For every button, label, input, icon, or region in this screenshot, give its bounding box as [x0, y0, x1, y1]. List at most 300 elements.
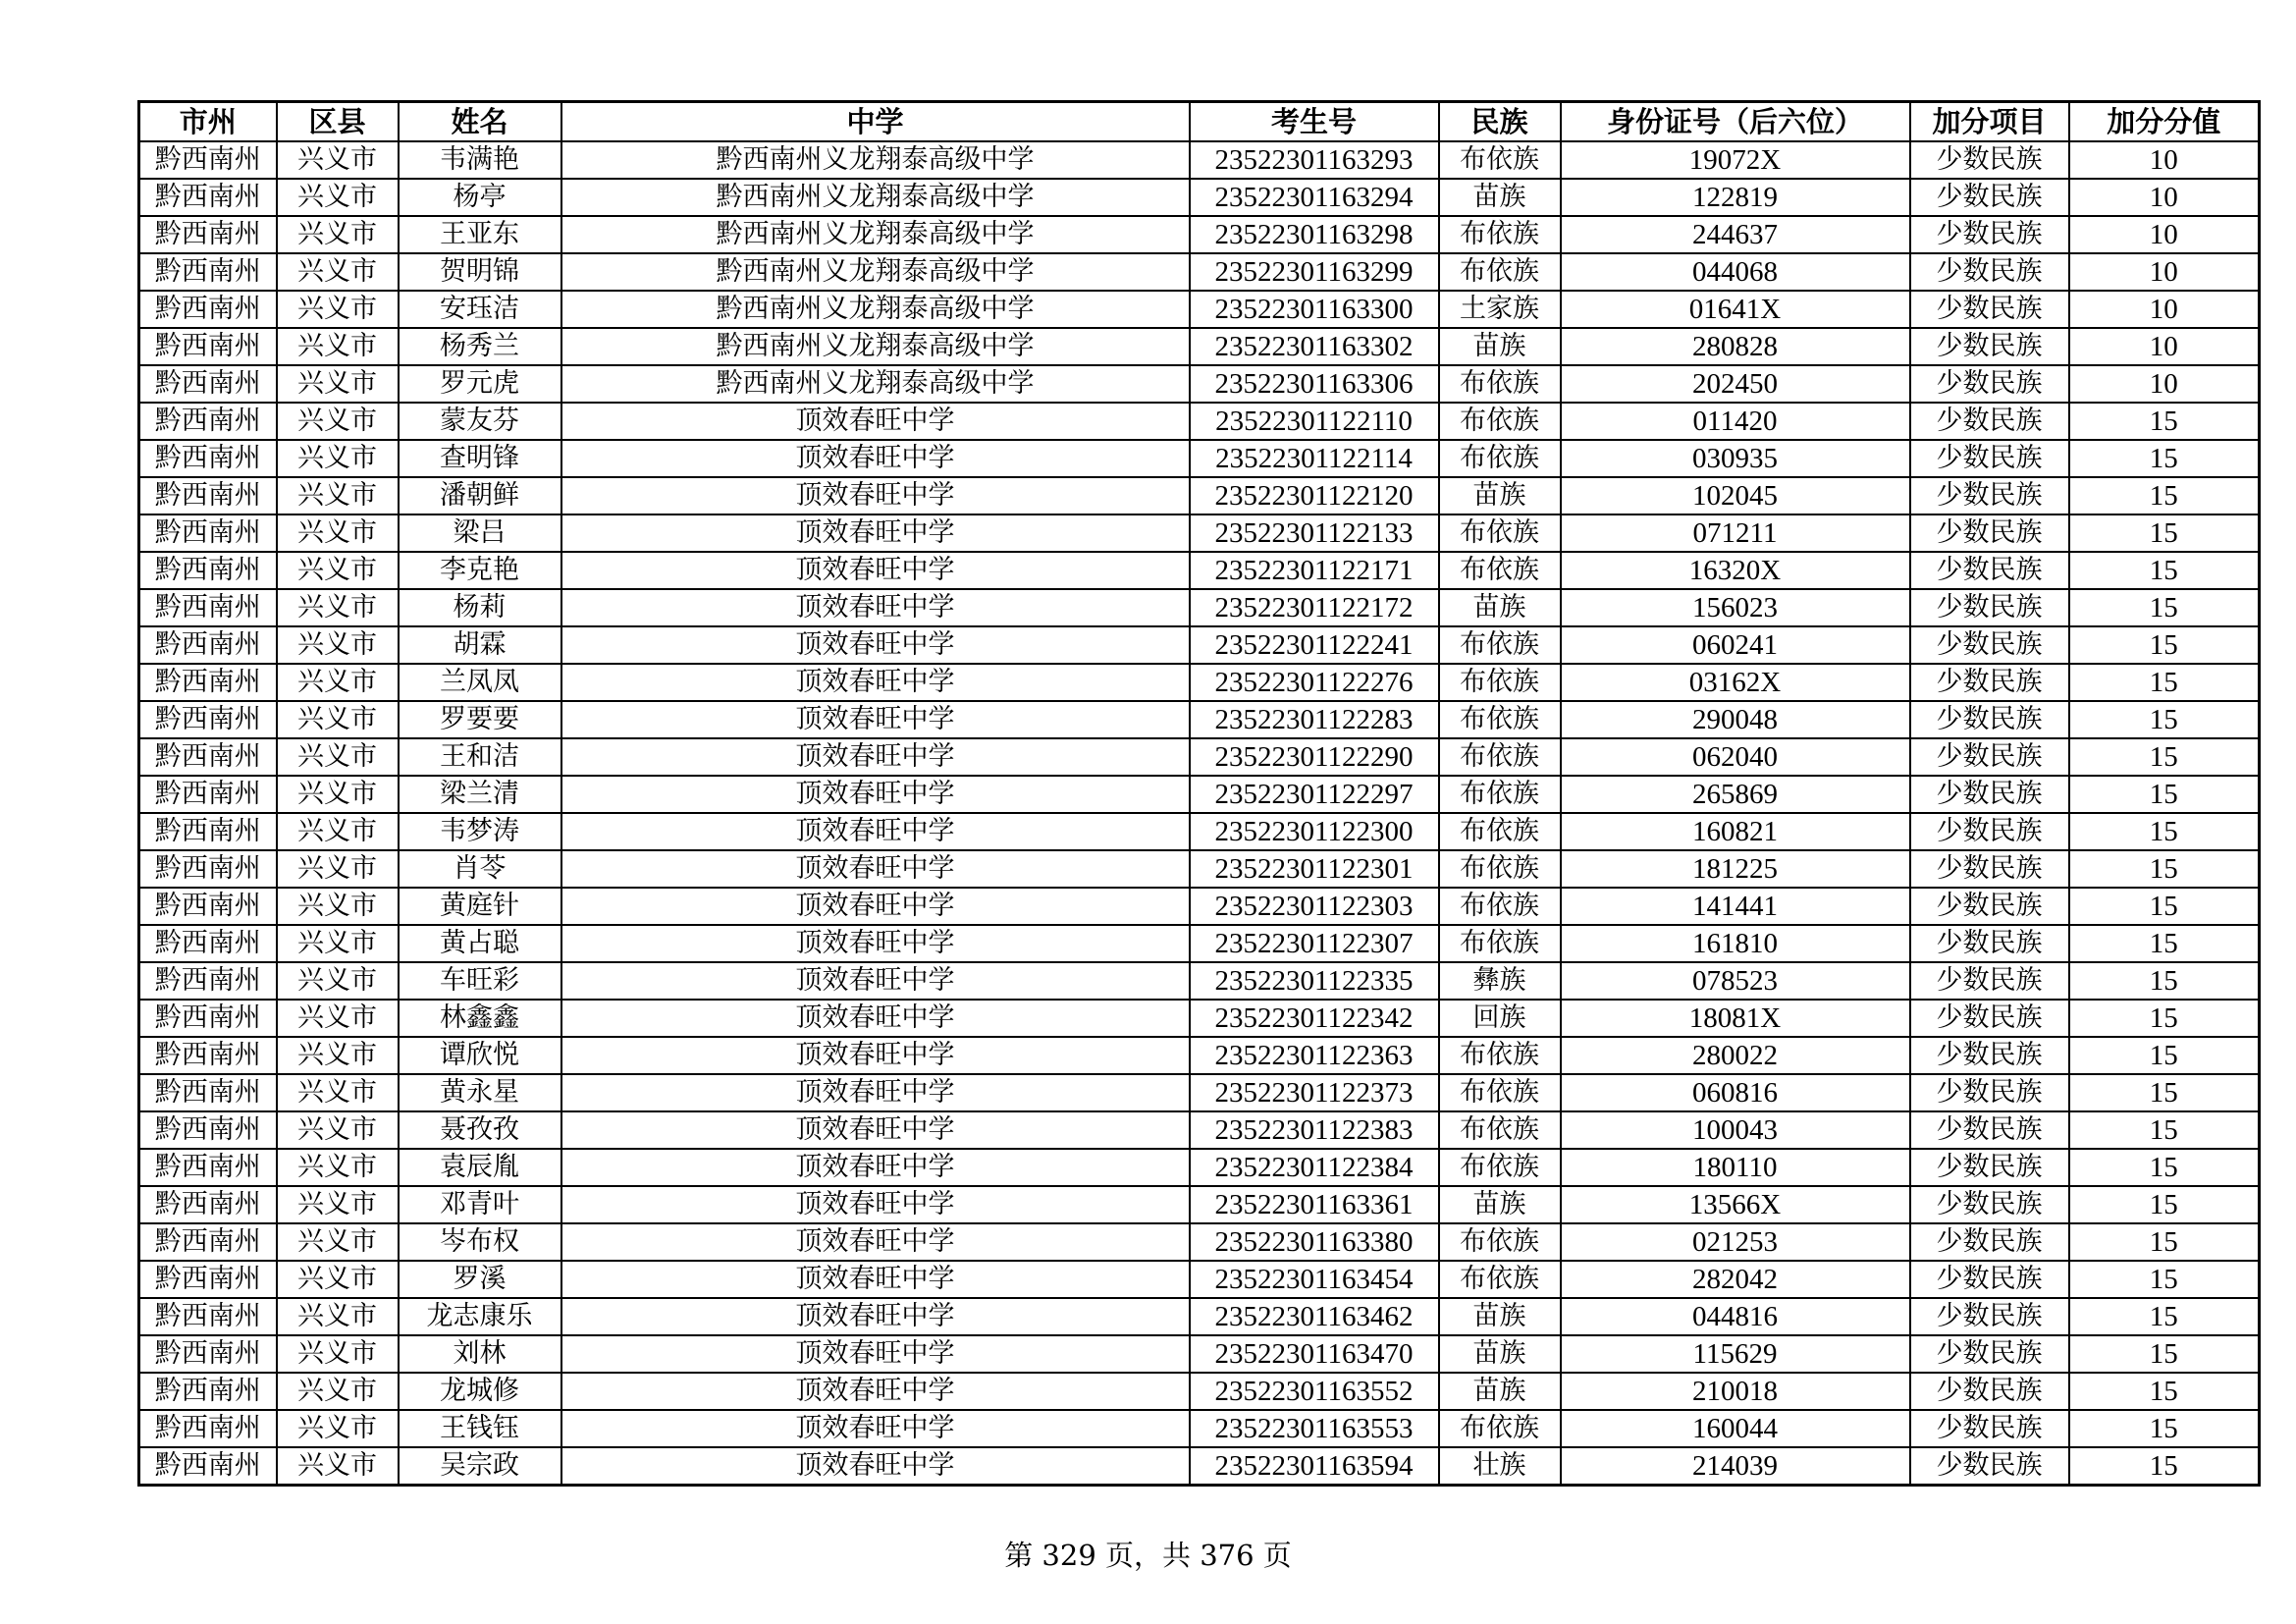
cell-county: 兴义市	[277, 1111, 399, 1149]
cell-county: 兴义市	[277, 664, 399, 701]
cell-bonus-item: 少数民族	[1910, 1000, 2069, 1037]
cell-id-last-six: 160044	[1561, 1410, 1910, 1447]
cell-name: 潘朝鲜	[399, 477, 561, 514]
cell-county: 兴义市	[277, 925, 399, 962]
table-row	[139, 925, 2260, 962]
cell-ethnicity: 布依族	[1439, 738, 1561, 776]
cell-bonus-item: 少数民族	[1910, 701, 2069, 738]
cell-county: 兴义市	[277, 291, 399, 328]
cell-city: 黔西南州	[139, 850, 277, 888]
cell-bonus-points: 10	[2069, 291, 2260, 328]
cell-city: 黔西南州	[139, 589, 277, 626]
cell-id-last-six: 280828	[1561, 328, 1910, 365]
cell-id-last-six: 202450	[1561, 365, 1910, 403]
cell-bonus-points: 15	[2069, 440, 2260, 477]
cell-id-last-six: 290048	[1561, 701, 1910, 738]
cell-county: 兴义市	[277, 1000, 399, 1037]
cell-city: 黔西南州	[139, 1037, 277, 1074]
cell-id-last-six: 156023	[1561, 589, 1910, 626]
cell-ethnicity: 布依族	[1439, 141, 1561, 179]
cell-county: 兴义市	[277, 141, 399, 179]
cell-ethnicity: 布依族	[1439, 850, 1561, 888]
cell-name: 黄庭针	[399, 888, 561, 925]
cell-city: 黔西南州	[139, 477, 277, 514]
cell-ethnicity: 布依族	[1439, 776, 1561, 813]
cell-name: 邓青叶	[399, 1186, 561, 1223]
cell-school: 顶效春旺中学	[561, 701, 1190, 738]
cell-school: 顶效春旺中学	[561, 888, 1190, 925]
cell-city: 黔西南州	[139, 141, 277, 179]
cell-id-last-six: 265869	[1561, 776, 1910, 813]
cell-city: 黔西南州	[139, 253, 277, 291]
cell-ethnicity: 苗族	[1439, 328, 1561, 365]
cell-city: 黔西南州	[139, 552, 277, 589]
cell-county: 兴义市	[277, 589, 399, 626]
cell-bonus-points: 10	[2069, 141, 2260, 179]
cell-county: 兴义市	[277, 253, 399, 291]
cell-county: 兴义市	[277, 738, 399, 776]
cell-bonus-points: 10	[2069, 216, 2260, 253]
cell-city: 黔西南州	[139, 776, 277, 813]
cell-name: 杨亭	[399, 179, 561, 216]
table-row	[139, 477, 2260, 514]
cell-exam-number: 23522301122133	[1190, 514, 1439, 552]
cell-bonus-points: 15	[2069, 701, 2260, 738]
table-row	[139, 1373, 2260, 1410]
cell-school: 顶效春旺中学	[561, 1373, 1190, 1410]
bonus-points-table	[137, 100, 2261, 1487]
cell-id-last-six: 078523	[1561, 962, 1910, 1000]
cell-bonus-points: 15	[2069, 403, 2260, 440]
table-row	[139, 701, 2260, 738]
cell-city: 黔西南州	[139, 291, 277, 328]
cell-city: 黔西南州	[139, 1261, 277, 1298]
cell-ethnicity: 壮族	[1439, 1447, 1561, 1486]
cell-bonus-points: 15	[2069, 1261, 2260, 1298]
cell-exam-number: 23522301122171	[1190, 552, 1439, 589]
cell-school: 顶效春旺中学	[561, 1037, 1190, 1074]
cell-name: 韦梦涛	[399, 813, 561, 850]
cell-ethnicity: 布依族	[1439, 813, 1561, 850]
cell-exam-number: 23522301122300	[1190, 813, 1439, 850]
cell-city: 黔西南州	[139, 664, 277, 701]
table-row	[139, 141, 2260, 179]
cell-ethnicity: 布依族	[1439, 1410, 1561, 1447]
cell-bonus-points: 15	[2069, 925, 2260, 962]
cell-bonus-item: 少数民族	[1910, 626, 2069, 664]
cell-exam-number: 23522301122301	[1190, 850, 1439, 888]
cell-ethnicity: 布依族	[1439, 514, 1561, 552]
cell-ethnicity: 苗族	[1439, 1298, 1561, 1335]
table-row	[139, 1186, 2260, 1223]
cell-id-last-six: 044068	[1561, 253, 1910, 291]
cell-school: 黔西南州义龙翔泰高级中学	[561, 253, 1190, 291]
cell-ethnicity: 布依族	[1439, 888, 1561, 925]
cell-id-last-six: 210018	[1561, 1373, 1910, 1410]
cell-exam-number: 23522301122384	[1190, 1149, 1439, 1186]
cell-county: 兴义市	[277, 813, 399, 850]
table-row	[139, 328, 2260, 365]
cell-id-last-six: 181225	[1561, 850, 1910, 888]
table-row	[139, 888, 2260, 925]
cell-city: 黔西南州	[139, 365, 277, 403]
table-body	[139, 141, 2260, 1486]
cell-id-last-six: 180110	[1561, 1149, 1910, 1186]
cell-id-last-six: 244637	[1561, 216, 1910, 253]
cell-city: 黔西南州	[139, 514, 277, 552]
cell-school: 顶效春旺中学	[561, 1000, 1190, 1037]
cell-exam-number: 23522301122342	[1190, 1000, 1439, 1037]
cell-exam-number: 23522301163470	[1190, 1335, 1439, 1373]
table-row	[139, 216, 2260, 253]
cell-exam-number: 23522301122172	[1190, 589, 1439, 626]
cell-ethnicity: 布依族	[1439, 365, 1561, 403]
cell-ethnicity: 布依族	[1439, 1074, 1561, 1111]
cell-county: 兴义市	[277, 1223, 399, 1261]
cell-county: 兴义市	[277, 552, 399, 589]
cell-bonus-points: 15	[2069, 962, 2260, 1000]
cell-county: 兴义市	[277, 962, 399, 1000]
table-row	[139, 1149, 2260, 1186]
cell-bonus-item: 少数民族	[1910, 813, 2069, 850]
cell-bonus-item: 少数民族	[1910, 1261, 2069, 1298]
cell-city: 黔西南州	[139, 1298, 277, 1335]
cell-county: 兴义市	[277, 776, 399, 813]
cell-county: 兴义市	[277, 1298, 399, 1335]
cell-city: 黔西南州	[139, 1000, 277, 1037]
cell-exam-number: 23522301163294	[1190, 179, 1439, 216]
cell-name: 安珏洁	[399, 291, 561, 328]
cell-exam-number: 23522301122283	[1190, 701, 1439, 738]
cell-bonus-item: 少数民族	[1910, 1447, 2069, 1486]
cell-city: 黔西南州	[139, 216, 277, 253]
cell-id-last-six: 161810	[1561, 925, 1910, 962]
cell-ethnicity: 土家族	[1439, 291, 1561, 328]
cell-exam-number: 23522301163462	[1190, 1298, 1439, 1335]
cell-bonus-points: 15	[2069, 888, 2260, 925]
cell-name: 查明锋	[399, 440, 561, 477]
cell-bonus-points: 15	[2069, 1186, 2260, 1223]
cell-county: 兴义市	[277, 1074, 399, 1111]
cell-ethnicity: 彝族	[1439, 962, 1561, 1000]
table-row	[139, 365, 2260, 403]
cell-city: 黔西南州	[139, 1074, 277, 1111]
cell-county: 兴义市	[277, 1410, 399, 1447]
cell-county: 兴义市	[277, 1261, 399, 1298]
cell-name: 罗元虎	[399, 365, 561, 403]
cell-bonus-points: 15	[2069, 1111, 2260, 1149]
cell-bonus-points: 15	[2069, 626, 2260, 664]
cell-school: 顶效春旺中学	[561, 813, 1190, 850]
cell-school: 黔西南州义龙翔泰高级中学	[561, 328, 1190, 365]
cell-school: 顶效春旺中学	[561, 1335, 1190, 1373]
cell-school: 黔西南州义龙翔泰高级中学	[561, 179, 1190, 216]
cell-name: 聂孜孜	[399, 1111, 561, 1149]
cell-bonus-item: 少数民族	[1910, 589, 2069, 626]
cell-county: 兴义市	[277, 1186, 399, 1223]
cell-name: 蒙友芬	[399, 403, 561, 440]
cell-name: 胡霖	[399, 626, 561, 664]
cell-city: 黔西南州	[139, 738, 277, 776]
cell-bonus-points: 15	[2069, 776, 2260, 813]
cell-name: 贺明锦	[399, 253, 561, 291]
cell-city: 黔西南州	[139, 962, 277, 1000]
table-row	[139, 738, 2260, 776]
cell-ethnicity: 苗族	[1439, 589, 1561, 626]
cell-name: 林鑫鑫	[399, 1000, 561, 1037]
cell-id-last-six: 011420	[1561, 403, 1910, 440]
cell-exam-number: 23522301122303	[1190, 888, 1439, 925]
cell-school: 顶效春旺中学	[561, 1186, 1190, 1223]
cell-ethnicity: 回族	[1439, 1000, 1561, 1037]
cell-exam-number: 23522301163553	[1190, 1410, 1439, 1447]
cell-bonus-item: 少数民族	[1910, 403, 2069, 440]
cell-bonus-points: 10	[2069, 328, 2260, 365]
header-bonus-item: 加分项目	[1910, 102, 2069, 142]
cell-exam-number: 23522301163293	[1190, 141, 1439, 179]
cell-city: 黔西南州	[139, 328, 277, 365]
cell-school: 黔西南州义龙翔泰高级中学	[561, 365, 1190, 403]
cell-id-last-six: 021253	[1561, 1223, 1910, 1261]
cell-ethnicity: 布依族	[1439, 1223, 1561, 1261]
cell-bonus-item: 少数民族	[1910, 850, 2069, 888]
cell-city: 黔西南州	[139, 1223, 277, 1261]
cell-school: 顶效春旺中学	[561, 1111, 1190, 1149]
table-row	[139, 813, 2260, 850]
cell-exam-number: 23522301122241	[1190, 626, 1439, 664]
cell-city: 黔西南州	[139, 1111, 277, 1149]
cell-school: 顶效春旺中学	[561, 664, 1190, 701]
header-city: 市州	[139, 102, 277, 142]
table-row	[139, 440, 2260, 477]
cell-school: 顶效春旺中学	[561, 1410, 1190, 1447]
cell-bonus-item: 少数民族	[1910, 1149, 2069, 1186]
cell-name: 车旺彩	[399, 962, 561, 1000]
cell-bonus-item: 少数民族	[1910, 1410, 2069, 1447]
cell-school: 顶效春旺中学	[561, 1261, 1190, 1298]
cell-county: 兴义市	[277, 477, 399, 514]
cell-exam-number: 23522301163299	[1190, 253, 1439, 291]
cell-city: 黔西南州	[139, 1186, 277, 1223]
cell-name: 肖苓	[399, 850, 561, 888]
table-row	[139, 1410, 2260, 1447]
cell-school: 顶效春旺中学	[561, 514, 1190, 552]
cell-name: 韦满艳	[399, 141, 561, 179]
cell-ethnicity: 苗族	[1439, 179, 1561, 216]
cell-school: 顶效春旺中学	[561, 1298, 1190, 1335]
cell-id-last-six: 102045	[1561, 477, 1910, 514]
cell-ethnicity: 苗族	[1439, 1373, 1561, 1410]
cell-bonus-item: 少数民族	[1910, 664, 2069, 701]
cell-ethnicity: 苗族	[1439, 1186, 1561, 1223]
table-row	[139, 664, 2260, 701]
cell-bonus-item: 少数民族	[1910, 1111, 2069, 1149]
cell-exam-number: 23522301163361	[1190, 1186, 1439, 1223]
cell-ethnicity: 苗族	[1439, 477, 1561, 514]
cell-city: 黔西南州	[139, 813, 277, 850]
cell-name: 龙城修	[399, 1373, 561, 1410]
table-row	[139, 1037, 2260, 1074]
cell-school: 顶效春旺中学	[561, 477, 1190, 514]
cell-exam-number: 23522301122114	[1190, 440, 1439, 477]
cell-ethnicity: 布依族	[1439, 701, 1561, 738]
cell-bonus-item: 少数民族	[1910, 365, 2069, 403]
cell-bonus-points: 15	[2069, 1298, 2260, 1335]
cell-bonus-item: 少数民族	[1910, 141, 2069, 179]
cell-exam-number: 23522301163300	[1190, 291, 1439, 328]
cell-ethnicity: 布依族	[1439, 1149, 1561, 1186]
cell-school: 顶效春旺中学	[561, 1223, 1190, 1261]
cell-city: 黔西南州	[139, 179, 277, 216]
cell-bonus-points: 15	[2069, 850, 2260, 888]
cell-bonus-item: 少数民族	[1910, 328, 2069, 365]
cell-bonus-item: 少数民族	[1910, 291, 2069, 328]
cell-id-last-six: 060816	[1561, 1074, 1910, 1111]
cell-bonus-item: 少数民族	[1910, 216, 2069, 253]
table-row	[139, 179, 2260, 216]
cell-ethnicity: 布依族	[1439, 1037, 1561, 1074]
cell-id-last-six: 19072X	[1561, 141, 1910, 179]
cell-school: 顶效春旺中学	[561, 1074, 1190, 1111]
cell-bonus-item: 少数民族	[1910, 440, 2069, 477]
table-row	[139, 626, 2260, 664]
cell-id-last-six: 115629	[1561, 1335, 1910, 1373]
cell-bonus-item: 少数民族	[1910, 1373, 2069, 1410]
cell-ethnicity: 苗族	[1439, 1335, 1561, 1373]
cell-county: 兴义市	[277, 888, 399, 925]
cell-city: 黔西南州	[139, 1410, 277, 1447]
cell-ethnicity: 布依族	[1439, 1111, 1561, 1149]
header-id-last-six: 身份证号（后六位）	[1561, 102, 1910, 142]
cell-name: 梁兰清	[399, 776, 561, 813]
cell-name: 黄占聪	[399, 925, 561, 962]
cell-bonus-item: 少数民族	[1910, 253, 2069, 291]
header-school: 中学	[561, 102, 1190, 142]
cell-bonus-item: 少数民族	[1910, 1037, 2069, 1074]
cell-bonus-points: 10	[2069, 365, 2260, 403]
cell-bonus-points: 15	[2069, 1335, 2260, 1373]
cell-ethnicity: 布依族	[1439, 403, 1561, 440]
cell-id-last-six: 141441	[1561, 888, 1910, 925]
cell-bonus-points: 15	[2069, 1149, 2260, 1186]
cell-exam-number: 23522301122290	[1190, 738, 1439, 776]
table-row	[139, 1298, 2260, 1335]
cell-exam-number: 23522301163552	[1190, 1373, 1439, 1410]
cell-school: 顶效春旺中学	[561, 962, 1190, 1000]
table-row	[139, 514, 2260, 552]
cell-id-last-six: 16320X	[1561, 552, 1910, 589]
cell-ethnicity: 布依族	[1439, 440, 1561, 477]
cell-exam-number: 23522301163380	[1190, 1223, 1439, 1261]
cell-name: 袁辰胤	[399, 1149, 561, 1186]
cell-name: 王和洁	[399, 738, 561, 776]
cell-name: 谭欣悦	[399, 1037, 561, 1074]
cell-bonus-item: 少数民族	[1910, 1074, 2069, 1111]
cell-bonus-item: 少数民族	[1910, 962, 2069, 1000]
cell-county: 兴义市	[277, 626, 399, 664]
cell-bonus-item: 少数民族	[1910, 776, 2069, 813]
cell-city: 黔西南州	[139, 925, 277, 962]
header-name: 姓名	[399, 102, 561, 142]
table-row	[139, 589, 2260, 626]
cell-bonus-item: 少数民族	[1910, 1298, 2069, 1335]
cell-bonus-points: 15	[2069, 477, 2260, 514]
cell-bonus-points: 15	[2069, 589, 2260, 626]
cell-name: 岑布权	[399, 1223, 561, 1261]
cell-name: 梁吕	[399, 514, 561, 552]
table-row	[139, 1111, 2260, 1149]
cell-bonus-points: 15	[2069, 1223, 2260, 1261]
cell-bonus-item: 少数民族	[1910, 514, 2069, 552]
table-row	[139, 1223, 2260, 1261]
cell-exam-number: 23522301122383	[1190, 1111, 1439, 1149]
cell-county: 兴义市	[277, 1037, 399, 1074]
cell-county: 兴义市	[277, 850, 399, 888]
cell-city: 黔西南州	[139, 888, 277, 925]
cell-county: 兴义市	[277, 1149, 399, 1186]
table-row	[139, 1261, 2260, 1298]
cell-exam-number: 23522301163454	[1190, 1261, 1439, 1298]
cell-bonus-points: 15	[2069, 738, 2260, 776]
cell-id-last-six: 060241	[1561, 626, 1910, 664]
cell-city: 黔西南州	[139, 626, 277, 664]
table-row	[139, 1000, 2260, 1037]
table-row	[139, 1074, 2260, 1111]
cell-bonus-points: 15	[2069, 1037, 2260, 1074]
cell-exam-number: 23522301122363	[1190, 1037, 1439, 1074]
cell-id-last-six: 030935	[1561, 440, 1910, 477]
cell-school: 顶效春旺中学	[561, 738, 1190, 776]
table-row	[139, 962, 2260, 1000]
cell-bonus-points: 10	[2069, 179, 2260, 216]
cell-id-last-six: 03162X	[1561, 664, 1910, 701]
table-header-row	[139, 102, 2260, 142]
cell-school: 顶效春旺中学	[561, 440, 1190, 477]
cell-exam-number: 23522301163302	[1190, 328, 1439, 365]
cell-id-last-six: 122819	[1561, 179, 1910, 216]
cell-bonus-item: 少数民族	[1910, 925, 2069, 962]
cell-bonus-points: 15	[2069, 1447, 2260, 1486]
header-county: 区县	[277, 102, 399, 142]
cell-id-last-six: 100043	[1561, 1111, 1910, 1149]
cell-exam-number: 23522301163594	[1190, 1447, 1439, 1486]
cell-exam-number: 23522301122307	[1190, 925, 1439, 962]
cell-school: 顶效春旺中学	[561, 1149, 1190, 1186]
cell-school: 黔西南州义龙翔泰高级中学	[561, 216, 1190, 253]
cell-county: 兴义市	[277, 514, 399, 552]
table-row	[139, 1335, 2260, 1373]
cell-name: 王钱钰	[399, 1410, 561, 1447]
cell-school: 顶效春旺中学	[561, 626, 1190, 664]
cell-school: 顶效春旺中学	[561, 1447, 1190, 1486]
cell-bonus-points: 15	[2069, 1373, 2260, 1410]
cell-city: 黔西南州	[139, 1335, 277, 1373]
cell-name: 兰凤凤	[399, 664, 561, 701]
cell-school: 黔西南州义龙翔泰高级中学	[561, 291, 1190, 328]
cell-county: 兴义市	[277, 365, 399, 403]
cell-bonus-item: 少数民族	[1910, 552, 2069, 589]
cell-exam-number: 23522301122335	[1190, 962, 1439, 1000]
cell-bonus-points: 15	[2069, 1074, 2260, 1111]
cell-name: 罗要要	[399, 701, 561, 738]
cell-exam-number: 23522301122110	[1190, 403, 1439, 440]
cell-ethnicity: 布依族	[1439, 552, 1561, 589]
cell-ethnicity: 布依族	[1439, 664, 1561, 701]
cell-city: 黔西南州	[139, 440, 277, 477]
cell-county: 兴义市	[277, 1335, 399, 1373]
cell-name: 李克艳	[399, 552, 561, 589]
cell-school: 黔西南州义龙翔泰高级中学	[561, 141, 1190, 179]
